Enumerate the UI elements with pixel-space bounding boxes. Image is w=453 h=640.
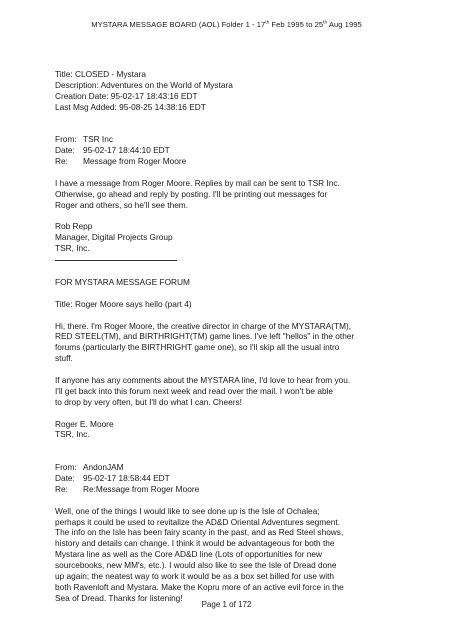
header-text: Feb 1995 to 25	[269, 20, 324, 29]
message-from: From: AndonJAM	[55, 462, 124, 473]
body-line: The info on the Isle has been fairy scanty in the past, and as Red Steel shows,	[55, 527, 344, 538]
body-line: RED STEEL(TM), and BIRTHRIGHT(TM) game lines. I've left "hellos" in the other	[55, 331, 355, 342]
body-line: Well, one of the things I would like to see done up is the Isle of Ochalea;	[55, 505, 320, 516]
body-line: Otherwise, go ahead and reply by posting. I'll be printing out messages for	[55, 188, 328, 199]
folder-title: Title: CLOSED - Mystara	[55, 69, 146, 79]
body-line: perhaps it could be used to revitalize the AD&D Oriental Adventures segment.	[55, 516, 341, 527]
message-subject: Re: Message from Roger Moore	[55, 156, 187, 167]
header-ordinal: th	[323, 19, 328, 25]
body-line: up again; the neatest way to work it would be as a box set billed for use with	[55, 571, 335, 581]
body-line: forums (particularly the BIRTHRIGHT game one), so I'll skip all the usual intro	[55, 342, 340, 353]
body-line: to drop by very often, but I'll do what I can. Cheers!	[55, 396, 242, 407]
signature-line: Manager, Digital Projects Group	[55, 232, 173, 243]
body-line: stuff.	[55, 353, 73, 364]
message-date: Date: 95-02-17 18:44:10 EDT	[55, 145, 170, 156]
header-text: Aug 1995	[327, 20, 362, 29]
page-number: Page 1 of 172	[201, 600, 252, 609]
body-line: both Ravenloft and Mystara. Make the Kopru more of an active evil force in the	[55, 581, 344, 592]
post-title: Title: Roger Moore says hello (part 4)	[55, 298, 192, 309]
body-line: Roger and others, so he'll see them.	[55, 199, 189, 210]
message-from: From: TSR Inc	[55, 134, 113, 145]
signature-line: Roger E. Moore	[55, 418, 114, 429]
signature-line: TSR, Inc.	[55, 243, 90, 254]
signature-line: TSR, Inc.	[55, 429, 90, 440]
header-ordinal: th	[265, 19, 270, 25]
body-line: I have a message from Roger Moore. Replies by mail can be sent to TSR Inc.	[55, 177, 340, 188]
body-line: sourcebooks, new MM's, etc.). I would also like to see the Isle of Dread done	[55, 560, 337, 571]
header-text: MYSTARA MESSAGE BOARD (AOL) Folder 1 - 17	[91, 20, 266, 29]
forum-heading: FOR MYSTARA MESSAGE FORUM	[55, 276, 190, 287]
body-line: Sea of Dread. Thanks for listening!	[55, 592, 183, 603]
body-line: history and details can change. I think it would be advantageous for both the	[55, 538, 335, 549]
message-date: Date: 95-02-17 18:58:44 EDT	[55, 472, 170, 483]
page-header	[0, 20, 453, 29]
folder-last-message: Last Msg Added: 95-08-25 14:38:16 EDT	[55, 101, 206, 112]
body-line: I'll get back into this forum next week and read over the mail. I won't be able	[55, 385, 334, 396]
message-subject: Re: Re:Message from Roger Moore	[55, 483, 200, 494]
body-line: If anyone has any comments about the MYSTARA line, I'd love to hear from you.	[55, 374, 351, 385]
signature-line: Rob Repp	[55, 221, 93, 232]
document-body	[55, 69, 405, 604]
body-line: Hi, there. I'm Roger Moore, the creative director in charge of the MYSTARA(TM),	[55, 320, 352, 331]
body-line: Mystara line as well as the Core AD&D line (Lots of opportunities for new	[55, 549, 323, 560]
folder-description: Description: Adventures on the World of Mystara	[55, 79, 233, 90]
folder-creation-date: Creation Date: 95-02-17 18:43:16 EDT	[55, 90, 198, 101]
